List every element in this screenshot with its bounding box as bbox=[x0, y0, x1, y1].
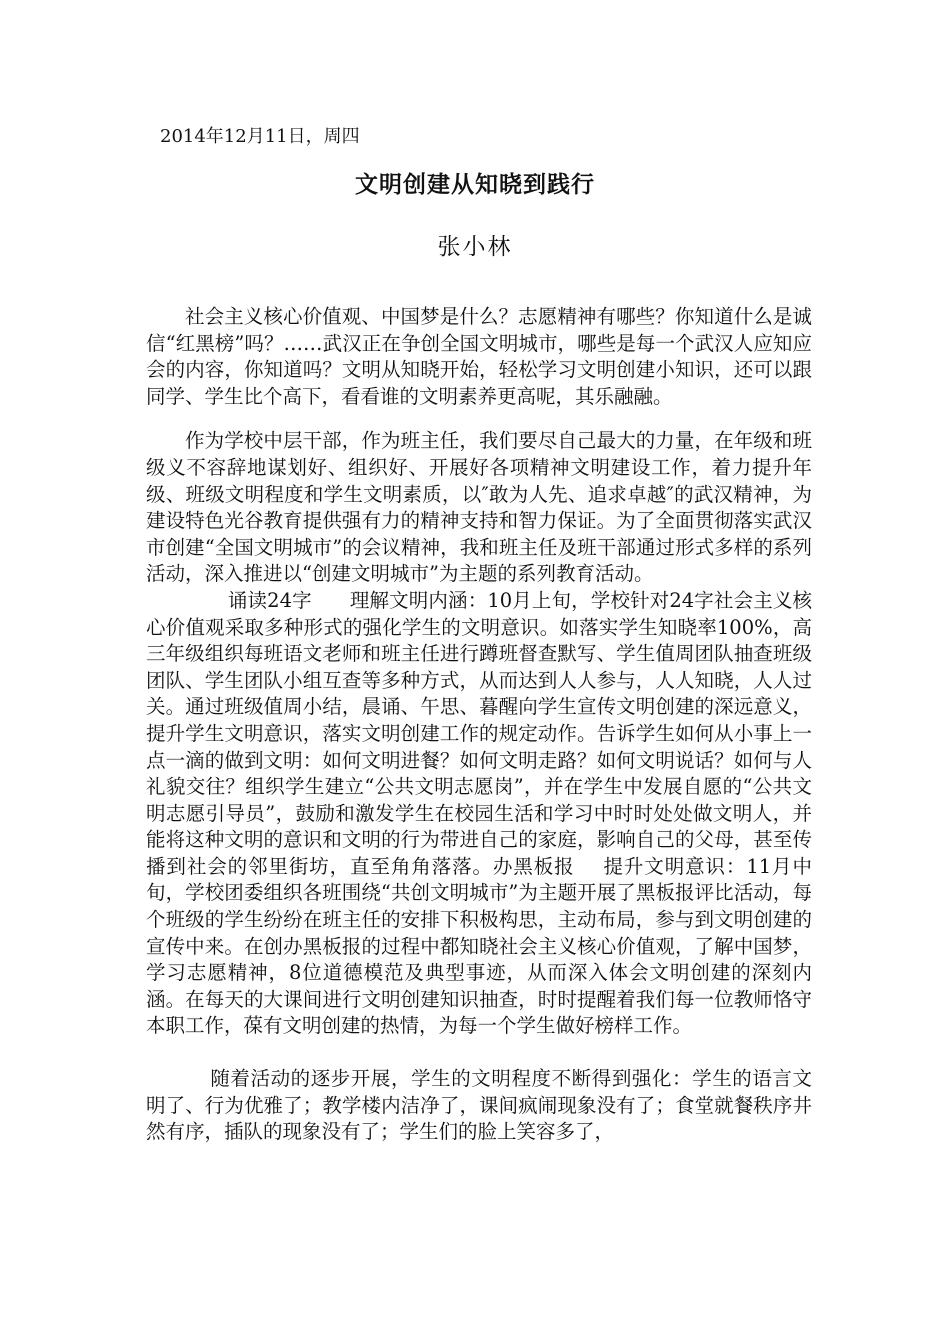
paragraph-activities bbox=[146, 588, 812, 1040]
section-heading-recite: 诵读24字 bbox=[227, 588, 312, 612]
paragraph-results: 随着活动的逐步开展，学生的文明程度不断得到强化：学生的语言文明了、行为优雅了；教学楼内洁净了，课间疯闹现象没有了；食堂就餐秩序井然有序，插队的现象没有了；学生们的脸上笑容多了， bbox=[146, 1067, 812, 1144]
section-heading-blackboard: 办黑板报 bbox=[492, 854, 575, 878]
document-title: 文明创建从知晓到践行 bbox=[355, 172, 595, 198]
document-body bbox=[146, 304, 812, 1146]
section-subheading-understand: 理解文明内涵： bbox=[349, 588, 488, 612]
paragraph-intro: 社会主义核心价值观、中国梦是什么？志愿精神有哪些？你知道什么是诚信“红黑榜”吗？……武汉正在争创全国文明城市，哪些是每一个武汉人应知应会的内容，你知道吗？文明从知晓开始，轻松学习文明创建小知识，还可以跟同学、学生比个高下，看看谁的文明素养更高呢，其乐融融。 bbox=[146, 305, 812, 408]
section-text-blackboard: 提升文明意识：11月中旬，学校团委组织各班围绕“共创文明城市”为主题开展了黑板报评比活动，每个班级的学生纷纷在班主任的安排下积极构思，主动布局，参与到文明创建的宣传中来。在创办黑板报的过程中都知晓社会主义核心价值观，了解中国梦，学习志愿精神，8位道德模范及典型事迹，从而深入体会文明创建的深刻内涵。在每天的大课间进行文明创建知识抽查，时时提醒着我们每一位教师恪守本职工作，葆有文明创建的热情，为每一个学生做好榜样工作。 bbox=[146, 854, 812, 1038]
paragraph-role: 作为学校中层干部，作为班主任，我们要尽自己最大的力量，在年级和班级义不容辞地谋划好、组织好、开展好各项精神文明建设工作，着力提升年级、班级文明程度和学生文明素质，以″敢为人先、追求卓越″的武汉精神，为建设特色光谷教育提供强有力的精神支持和智力保证。为了全面贯彻落实武汉市创建“全国文明城市”的会议精神，我和班主任及班干部通过形式多样的系列活动，深入推进以“创建文明城市”为主题的系列教育活动。 bbox=[146, 429, 812, 586]
document-date: 2014年12月11日，周四 bbox=[160, 126, 360, 147]
document-author: 张小林 bbox=[437, 234, 513, 260]
section-text-recite: 10月上旬，学校针对24字社会主义核心价值观采取多种形式的强化学生的文明意识。如落实学生知晓率100%，高三年级组织每班语文老师和班主任进行蹲班督查默写、学生值周团队抽查班级团队、学生团队小组互查等多种方式，从而达到人人参与，人人知晓，人人过关。通过班级值周小结，晨诵、午思、暮醒向学生宣传文明创建的深远意义，提升学生文明意识，落实文明创建工作的规定动作。告诉学生如何从小事上一点一滴的做到文明：如何文明进餐？如何文明走路？如何文明说话？如何与人礼貌交往？组织学生建立“公共文明志愿岗”，并在学生中发展自愿的“公共文明志愿引导员”，鼓励和激发学生在校园生活和学习中时时处处做文明人，并能将这种文明的意识和文明的行为带进自己的家庭，影响自己的父母，甚至传播到社会的邻里街坊，直至角角落落。 bbox=[146, 588, 812, 878]
